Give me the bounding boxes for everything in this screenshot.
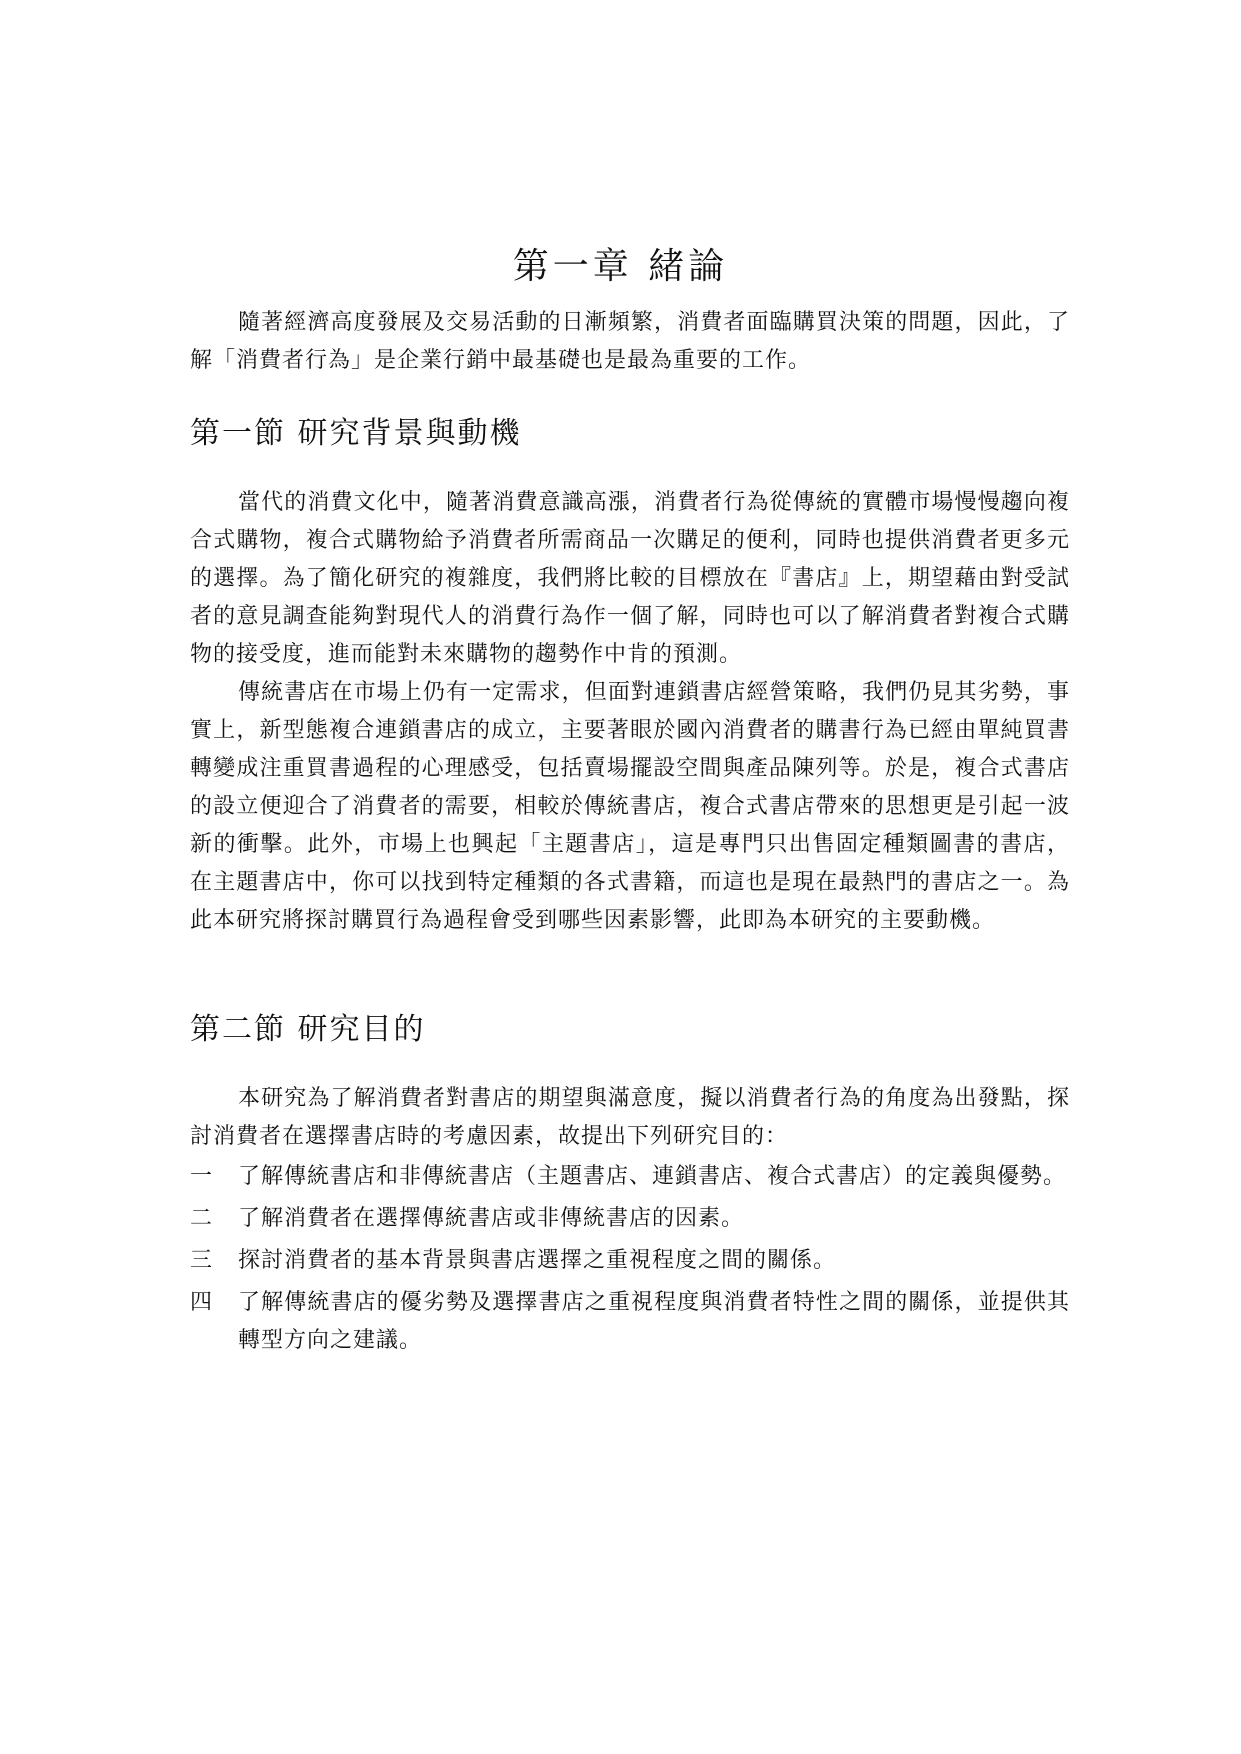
section1-body	[190, 484, 1070, 940]
section2-intro-block	[190, 1080, 1070, 1156]
section1-heading: 第一節 研究背景與動機	[190, 416, 522, 451]
section2-heading: 第二節 研究目的	[190, 1012, 426, 1047]
section2-intro-paragraph: 本研究為了解消費者對書店的期望與滿意度，擬以消費者行為的角度為出發點，探討消費者在選擇書店時的考慮因素，故提出下列研究目的：	[190, 1086, 1070, 1149]
goal-text: 探討消費者的基本背景與書店選擇之重視程度之間的關係。	[238, 1248, 837, 1273]
chapter-intro-block	[190, 304, 1070, 380]
goal-text: 了解消費者在選擇傳統書店或非傳統書店的因素。	[238, 1206, 745, 1231]
goal-marker: 三	[190, 1248, 214, 1273]
goal-text: 了解傳統書店的優劣勢及選擇書店之重視程度與消費者特性之間的關係，並提供其轉型方向之建議。	[238, 1290, 1070, 1353]
section1-paragraph-1: 當代的消費文化中，隨著消費意識高漲，消費者行為從傳統的實體市場慢慢趨向複合式購物，複合式購物給予消費者所需商品一次購足的便利，同時也提供消費者更多元的選擇。為了簡化研究的複雜度，我們將比較的目標放在『書店』上，期望藉由對受試者的意見調查能夠對現代人的消費行為作一個了解，同時也可以了解消費者對複合式購物的接受度，進而能對未來購物的趨勢作中肯的預測。	[190, 490, 1070, 667]
goal-item	[190, 1284, 1070, 1360]
goal-text: 了解傳統書店和非傳統書店（主題書店、連鎖書店、複合式書店）的定義與優勢。	[238, 1164, 1067, 1189]
section1-paragraph-2: 傳統書店在市場上仍有一定需求，但面對連鎖書店經營策略，我們仍見其劣勢，事實上，新型態複合連鎖書店的成立，主要著眼於國內消費者的購書行為已經由單純買書轉變成注重買書過程的心理感受，包括賣場擺設空間與產品陳列等。於是，複合式書店的設立便迎合了消費者的需要，相較於傳統書店，複合式書店帶來的思想更是引起一波新的衝擊。此外，市場上也興起「主題書店」，這是專門只出售固定種類圖書的書店，在主題書店中，你可以找到特定種類的各式書籍，而這也是現在最熱門的書店之一。為此本研究將探討購買行為過程會受到哪些因素影響，此即為本研究的主要動機。	[190, 680, 1070, 933]
goal-marker: 二	[190, 1206, 214, 1231]
goal-item	[190, 1158, 1070, 1196]
goal-marker: 四	[190, 1290, 214, 1315]
goal-marker: 一	[190, 1164, 214, 1189]
chapter-intro-paragraph: 隨著經濟高度發展及交易活動的日漸頻繁，消費者面臨購買決策的問題，因此，了解「消費者行為」是企業行銷中最基礎也是最為重要的工作。	[190, 310, 1070, 373]
chapter-title: 第一章 緒論	[512, 246, 729, 287]
goal-item	[190, 1200, 1070, 1238]
goal-item	[190, 1242, 1070, 1280]
research-goals-list	[190, 1158, 1070, 1360]
